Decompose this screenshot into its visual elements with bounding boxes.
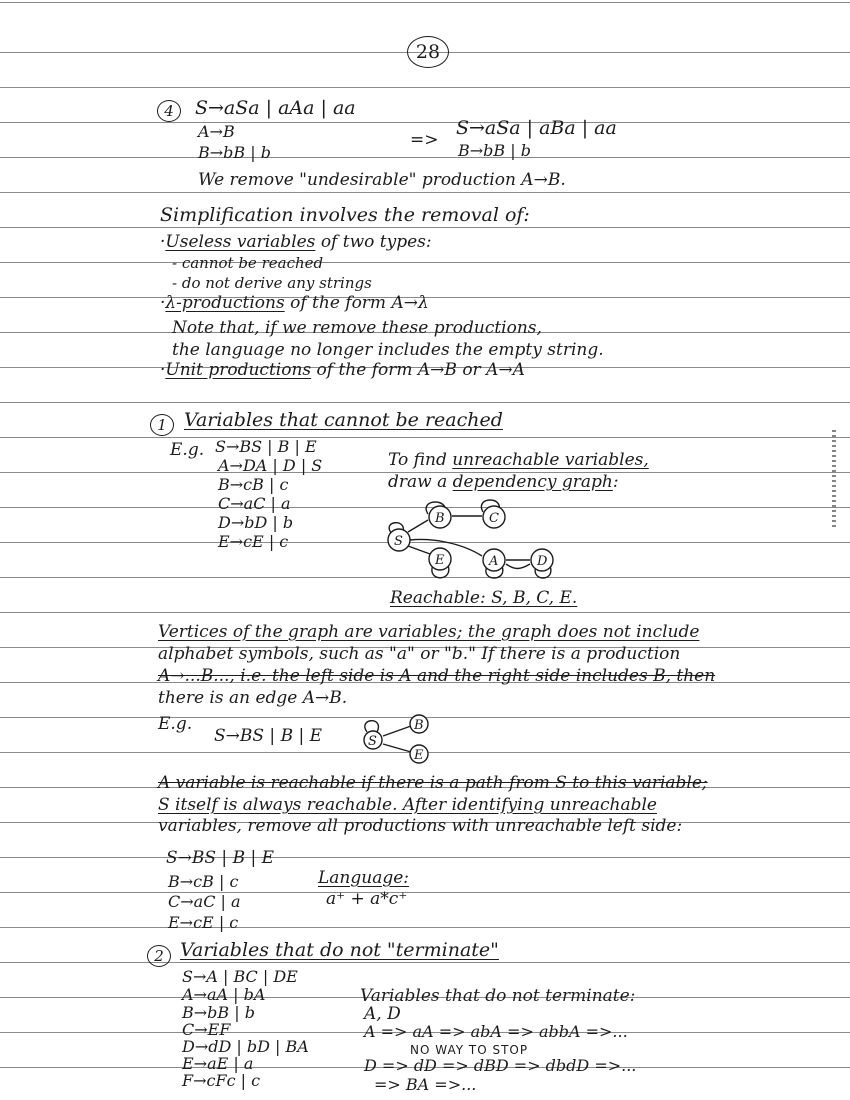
bullet-lambda-productions: ·λ-productions of the form A→λ bbox=[160, 293, 429, 313]
section-1-grammar-line-4: C→aC | a bbox=[218, 494, 291, 513]
section-2-marker: 2 bbox=[147, 945, 171, 967]
useless-variables-rest: of two types: bbox=[315, 232, 432, 252]
section-4-grammar-line-1: S→aSa | aAa | aa bbox=[195, 97, 356, 119]
reduced-grammar-line-4: E→cE | c bbox=[168, 913, 239, 932]
margin-binding-marks bbox=[832, 430, 836, 530]
dependency-graph-term: dependency graph bbox=[452, 472, 613, 492]
language-label: Language: bbox=[318, 868, 410, 888]
lambda-note-line-2: the language no longer includes the empty string. bbox=[172, 340, 604, 360]
reachability-line-2: S itself is always reachable. After identifying unreachable bbox=[158, 795, 657, 815]
reachability-line-1: A variable is reachable if there is a path from S to this variable; bbox=[158, 773, 708, 793]
example-2-eg: E.g. bbox=[158, 714, 193, 734]
reduced-grammar-line-2: B→cB | c bbox=[168, 872, 239, 891]
graph-node-E: E bbox=[435, 553, 445, 568]
draw-a-prefix: draw a bbox=[388, 472, 453, 492]
section-4-result-line-2: B→bB | b bbox=[458, 141, 531, 160]
section-1-title: Variables that cannot be reached bbox=[184, 409, 503, 431]
section-2-title: Variables that do not "terminate" bbox=[180, 939, 499, 961]
unit-productions-rest: of the form A→B or A→A bbox=[311, 360, 525, 380]
nonterminating-vars: A, D bbox=[364, 1004, 401, 1024]
no-way-to-stop: NO WAY TO STOP bbox=[410, 1043, 529, 1057]
reduced-grammar-line-1: S→BS | B | E bbox=[166, 848, 275, 868]
find-unreachable-line-1 bbox=[388, 450, 649, 470]
sub-cannot-be-reached: - cannot be reached bbox=[172, 254, 324, 272]
language-expr: a⁺ + a*c⁺ bbox=[326, 889, 408, 909]
bullet-unit-productions: ·Unit productions of the form A→B or A→A bbox=[160, 360, 525, 380]
small-graph-node-S: S bbox=[368, 734, 377, 749]
section-1-grammar-line-5: D→bD | b bbox=[218, 513, 294, 532]
lambda-productions-rest: of the form A→λ bbox=[284, 293, 429, 313]
find-unreachable-line-2 bbox=[388, 472, 619, 492]
reachable-text: Reachable: S, B, C, E. bbox=[390, 588, 578, 608]
unit-productions-label: Unit productions bbox=[165, 360, 312, 380]
graph-node-D: D bbox=[537, 554, 548, 569]
section-2-grammar-line-1: S→A | BC | DE bbox=[182, 967, 298, 986]
section-2-heading: Variables that do not terminate: bbox=[360, 986, 636, 1006]
section-1-marker: 1 bbox=[150, 414, 174, 436]
reduced-grammar-line-3: C→aC | a bbox=[168, 892, 241, 911]
edge-S-E bbox=[408, 546, 430, 554]
derivation-a: A => aA => abA => abbA =>... bbox=[364, 1022, 628, 1041]
graph-node-B: B bbox=[435, 511, 445, 526]
section-2-grammar-line-2: A→aA | bA bbox=[182, 985, 266, 1004]
small-graph-node-B: B bbox=[414, 718, 424, 733]
section-2-grammar-line-7: F→cFc | c bbox=[182, 1071, 261, 1090]
self-loop-S-small bbox=[365, 721, 379, 732]
section-1-eg: E.g. bbox=[170, 440, 205, 460]
edge-S-E-small bbox=[383, 744, 411, 752]
section-4-grammar-line-3: B→bB | b bbox=[198, 143, 271, 162]
derivation-d-continued: => BA =>... bbox=[374, 1075, 477, 1094]
edge-S-B bbox=[408, 520, 428, 532]
section-4-note: We remove "undesirable" production A→B. bbox=[198, 170, 566, 190]
small-dependency-graph bbox=[355, 712, 445, 764]
section-4-marker: 4 bbox=[157, 100, 181, 122]
simplification-heading: Simplification involves the removal of: bbox=[160, 204, 530, 226]
section-4-result-line-1: S→aSa | aBa | aa bbox=[456, 117, 617, 139]
colon: : bbox=[612, 472, 619, 492]
vertices-line-2: alphabet symbols, such as "a" or "b." If there is a production bbox=[158, 644, 681, 664]
section-2-grammar-line-6: E→aE | a bbox=[182, 1054, 254, 1073]
graph-node-S: S bbox=[394, 534, 403, 549]
reachable-list bbox=[390, 588, 577, 608]
bullet-useless-variables: ·Useless variables of two types: bbox=[160, 232, 432, 252]
unreachable-variables-term: unreachable variables, bbox=[452, 450, 649, 470]
dependency-graph bbox=[370, 490, 570, 590]
small-graph-node-E: E bbox=[414, 748, 424, 763]
lambda-productions-label: λ-productions bbox=[165, 293, 285, 313]
section-1-grammar-line-2: A→DA | D | S bbox=[218, 456, 323, 475]
useless-variables-label: Useless variables bbox=[165, 232, 316, 252]
reachability-line-3: variables, remove all productions with unreachable left side: bbox=[158, 816, 683, 836]
section-2-grammar-line-4: C→EF bbox=[182, 1020, 231, 1039]
sub-do-not-derive: - do not derive any strings bbox=[172, 274, 372, 292]
graph-node-A: A bbox=[489, 554, 499, 569]
vertices-line-4: there is an edge A→B. bbox=[158, 688, 348, 708]
section-2-grammar-line-3: B→bB | b bbox=[182, 1003, 255, 1022]
lambda-note-line-1: Note that, if we remove these productions, bbox=[172, 318, 542, 338]
example-2-production: S→BS | B | E bbox=[214, 726, 323, 746]
vertices-line-3: A→...B..., i.e. the left side is A and the right side includes B, then bbox=[158, 666, 716, 686]
section-1-grammar-line-1: S→BS | B | E bbox=[215, 437, 317, 456]
section-4-grammar-line-2: A→B bbox=[198, 122, 235, 141]
vertices-line-1: Vertices of the graph are variables; the graph does not include bbox=[158, 622, 700, 642]
implies-arrow: => bbox=[410, 130, 439, 150]
page-number: 28 bbox=[407, 36, 449, 68]
edge-D-A bbox=[506, 564, 530, 569]
find-unreachable-prefix: To find bbox=[388, 450, 453, 470]
derivation-d: D => dD => dBD => dbdD =>... bbox=[364, 1056, 637, 1075]
section-1-grammar-line-3: B→cB | c bbox=[218, 475, 289, 494]
section-1-grammar-line-6: E→cE | c bbox=[218, 532, 289, 551]
edge-S-B-small bbox=[383, 726, 411, 736]
graph-node-C: C bbox=[489, 511, 499, 526]
section-2-grammar-line-5: D→dD | bD | BA bbox=[182, 1037, 309, 1056]
